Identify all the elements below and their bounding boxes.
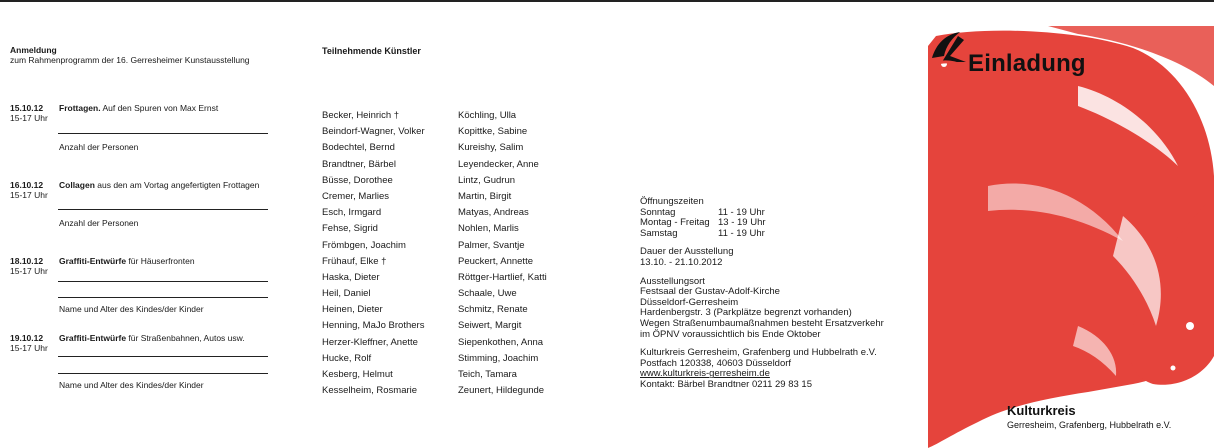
artist-name: Henning, MaJo Brothers [322,320,425,332]
registration-subtitle: zum Rahmenprogramm der 16. Gerresheimer Kunstausstellung [10,55,250,65]
event-time: 15-17 Uhr [10,113,48,123]
hours-title: Öffnungszeiten [640,196,704,207]
venue-line: Ausstellungsort [640,275,705,287]
artist-name: Siepenkothen, Anna [458,336,544,348]
duration-value: 13.10. - 21.10.2012 [640,256,723,268]
artist-name: Kopittke, Sabine [458,126,528,138]
event-title: Frottagen. Auf den Spuren von Max Ernst [59,103,219,113]
venue-line: Hardenbergstr. 3 (Parkplätze begrenzt vorhanden) [640,307,852,319]
org-line: Postfach 120338, 40603 Düsseldorf [640,357,792,369]
artist-name: Heinen, Dieter [322,304,383,316]
event-input-line[interactable] [58,209,268,210]
hours-row: Montag - Freitag 13 - 19 Uhr [640,217,766,229]
artist-name: Nohlen, Marlis [458,223,519,235]
contact-line: Kontakt: Bärbel Brandtner 0211 29 83 15 [640,378,813,390]
event-date: 16.10.12 [10,180,44,190]
artist-name: Kesberg, Helmut [322,369,393,380]
cover-title: Einladung [968,50,1086,77]
artist-name: Martin, Birgit [458,190,512,202]
registration-title: Anmeldung [10,45,57,55]
event-title: Collagen aus den am Vortag angefertigten Frottagen [59,180,260,190]
event-time: 15-17 Uhr [10,343,48,353]
artist-name: Teich, Tamara [458,369,517,380]
artist-name: Frömbgen, Joachim [322,239,406,251]
venue-line: Düsseldorf-Gerresheim [640,296,739,308]
event-date: 18.10.12 [10,256,44,266]
event-input-line[interactable] [58,297,268,298]
artist-name: Hucke, Rolf [322,352,372,364]
event-field-label: Anzahl der Personen [59,142,139,152]
artist-name: Schaale, Uwe [458,288,517,300]
artist-name: Seiwert, Margit [458,320,522,332]
logo-subtitle: Gerresheim, Grafenberg, Hubbelrath e.V. [1007,420,1172,430]
event-date: 19.10.12 [10,333,44,343]
artist-name: Kesselheim, Rosmarie [322,385,418,397]
artist-name: Leyendecker, Anne [458,158,539,170]
artist-name: Cremer, Marlies [322,190,390,202]
artist-name: Kureishy, Salim [458,142,524,154]
logo-name: Kulturkreis [1007,403,1076,418]
org-line: Kulturkreis Gerresheim, Grafenberg und Hubbelrath e.V. [640,347,877,359]
event-field-label: Name und Alter des Kindes/der Kinder [59,380,204,390]
artist-name: Büsse, Dorothee [322,174,393,186]
artist-name: Beindorf-Wagner, Volker [322,126,425,138]
artist-name: Köchling, Ulla [458,110,517,121]
artist-name: Becker, Heinrich † [322,110,400,121]
artist-name: Esch, Irmgard [322,207,382,219]
artist-name: Fehse, Sigrid [322,223,378,235]
artist-name: Frühauf, Elke † [322,255,387,267]
artist-name: Herzer-Kleffner, Anette [322,336,418,348]
event-time: 15-17 Uhr [10,266,48,276]
artists-column-2 [458,110,598,401]
artist-name: Röttger-Hartlief, Katti [458,271,547,283]
exhibition-info [640,197,910,391]
event-field-label: Anzahl der Personen [59,218,139,228]
event-title: Graffiti-Entwürfe für Straßenbahnen, Autos usw. [59,333,245,343]
event-time: 15-17 Uhr [10,190,48,200]
hours-row: Sonntag 11 - 19 Uhr [640,206,765,218]
artist-name: Stimming, Joachim [458,352,539,364]
artist-name: Bodechtel, Bernd [322,142,395,154]
artists-title: Teilnehmende Künstler [322,46,421,56]
kulturkreis-logo-icon [928,26,970,68]
event-date: 15.10.12 [10,103,44,113]
event-title: Graffiti-Entwürfe für Häuserfronten [59,256,195,266]
venue-line: Wegen Straßenumbaumaßnahmen besteht Ersatzverkehr [640,317,884,329]
artist-name: Schmitz, Renate [458,304,528,316]
cover-panel [928,26,1214,448]
event-input-line[interactable] [58,356,268,357]
event-input-line[interactable] [58,133,268,134]
artists-column-1 [322,110,462,401]
event-input-line[interactable] [58,373,268,374]
top-rule [0,0,1214,2]
venue-line: im ÖPNV voraussichtlich bis Ende Oktober [640,328,821,340]
red-brush-artwork [928,26,1214,448]
artist-name: Haska, Dieter [322,271,380,283]
artist-name: Brandtner, Bärbel [322,158,396,170]
artist-name: Peuckert, Annette [458,255,533,267]
artist-name: Matyas, Andreas [458,207,529,219]
venue-line: Festsaal der Gustav-Adolf-Kirche [640,286,780,298]
duration-title: Dauer der Ausstellung [640,246,734,258]
website-link[interactable]: www.kulturkreis-gerresheim.de [640,368,770,380]
event-input-line[interactable] [58,281,268,282]
artist-name: Lintz, Gudrun [458,174,516,186]
artist-name: Zeunert, Hildegunde [458,385,545,397]
artist-name: Heil, Daniel [322,288,371,300]
artist-name: Palmer, Svantje [458,239,525,251]
event-field-label: Name und Alter des Kindes/der Kinder [59,304,204,314]
hours-row: Samstag 11 - 19 Uhr [640,227,765,239]
